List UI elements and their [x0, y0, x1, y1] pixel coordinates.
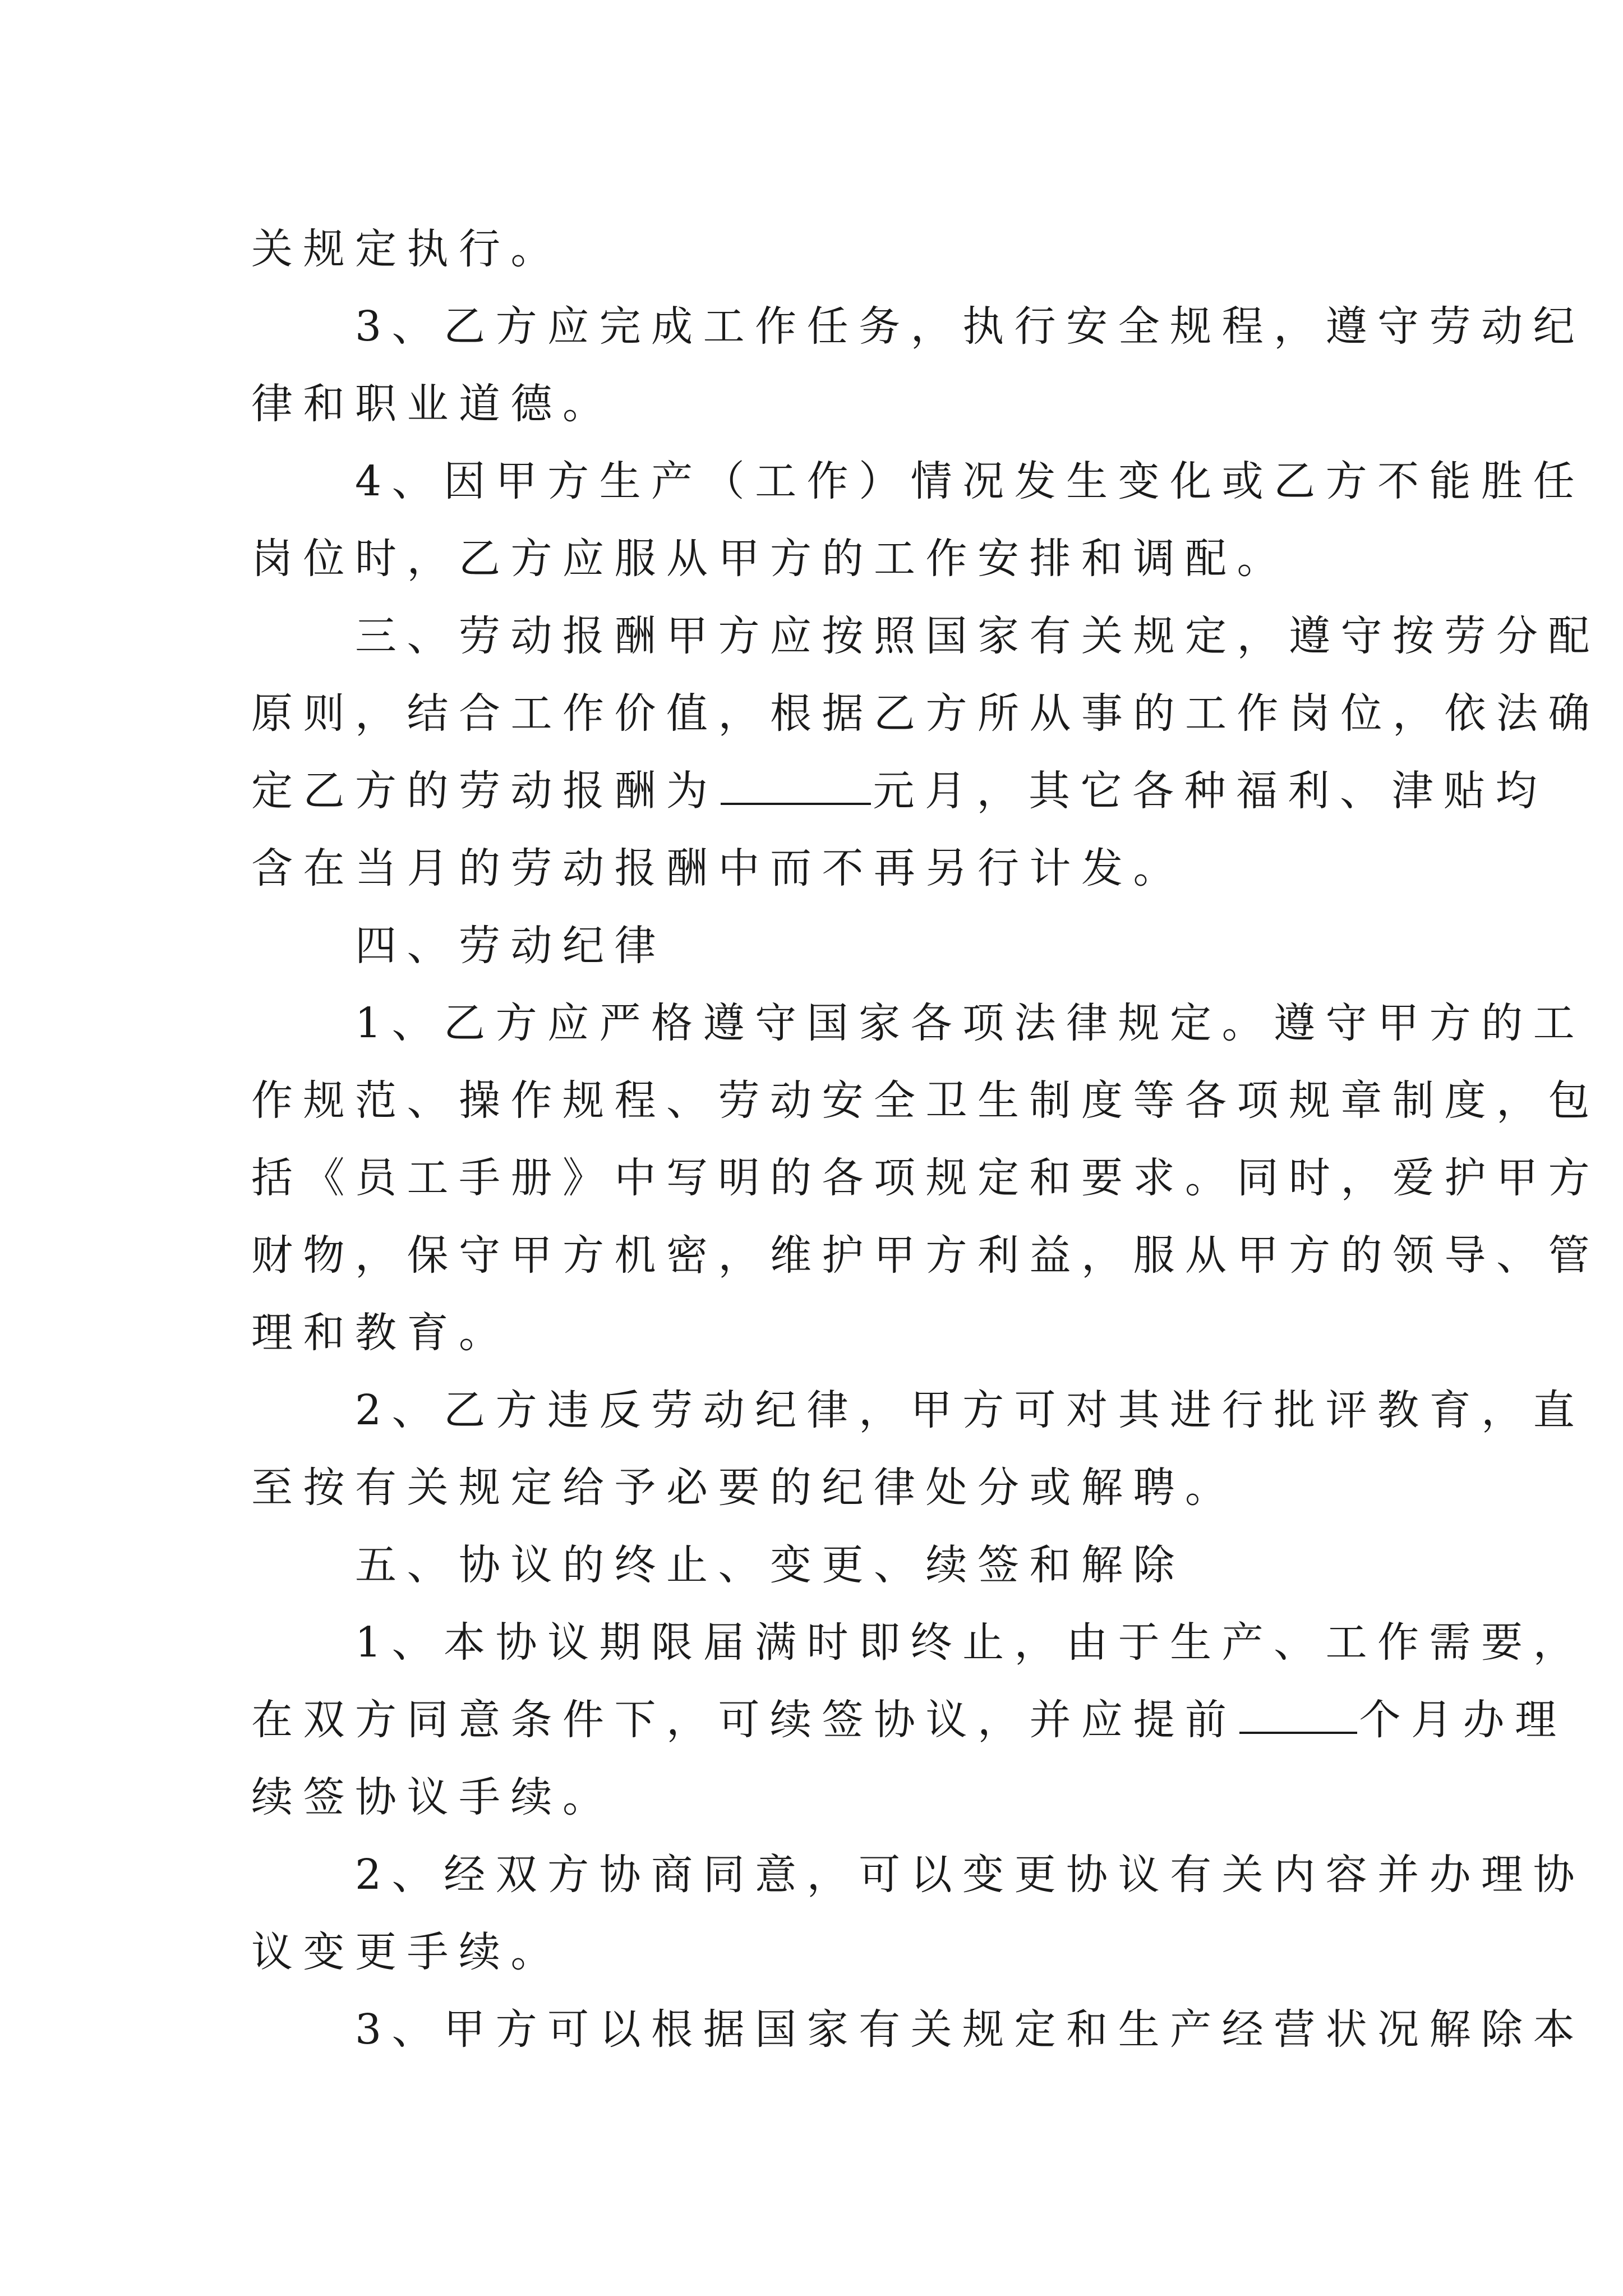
text-line: 岗位时，乙方应服从甲方的工作安排和调配。: [251, 535, 1289, 583]
text-line: 财物，保守甲方机密，维护甲方利益，服从甲方的领导、管: [251, 1231, 1600, 1280]
text-line: 括《员工手册》中写明的各项规定和要求。同时，爱护甲方: [251, 1154, 1600, 1202]
text-line: 议变更手续。: [251, 1928, 562, 1976]
text-line: 3、乙方应完成工作任务，执行安全规程，遵守劳动纪: [355, 302, 1585, 351]
text-line: 1、本协议期限届满时即终止，由于生产、工作需要，: [355, 1618, 1585, 1667]
text-segment: 定乙方的劳动报酬为: [251, 767, 718, 815]
text-line: 2、乙方违反劳动纪律，甲方可对其进行批评教育，直: [355, 1386, 1585, 1434]
text-line-with-blank: [251, 1681, 1567, 1759]
text-segment: 在双方同意条件下，可续签协议，并应提前: [251, 1696, 1237, 1744]
text-line: 续签协议手续。: [251, 1773, 615, 1821]
text-segment: 元月，其它各种福利、津贴均: [873, 767, 1547, 815]
text-line: 三、劳动报酬甲方应按照国家有关规定，遵守按劳分配: [355, 612, 1600, 660]
document-page: [251, 210, 1600, 2068]
text-line: 作规范、操作规程、劳动安全卫生制度等各项规章制度，包: [251, 1076, 1600, 1125]
text-segment: 个月办理: [1359, 1696, 1567, 1744]
text-line: 关规定执行。: [251, 225, 562, 273]
salary-blank: [721, 761, 871, 805]
text-line: 3、甲方可以根据国家有关规定和生产经营状况解除本: [355, 2005, 1585, 2054]
months-blank: [1239, 1690, 1357, 1734]
text-line: 原则，结合工作价值，根据乙方所从事的工作岗位，依法确: [251, 689, 1600, 738]
text-line: 至按有关规定给予必要的纪律处分或解聘。: [251, 1464, 1237, 1512]
section-heading: 四、劳动纪律: [355, 922, 666, 970]
text-line: 含在当月的劳动报酬中而不再另行计发。: [251, 844, 1185, 892]
text-line: 4、因甲方生产（工作）情况发生变化或乙方不能胜任: [355, 457, 1585, 505]
section-heading: 五、协议的终止、变更、续签和解除: [355, 1541, 1185, 1589]
text-line: 律和职业道德。: [251, 380, 615, 428]
text-line: 理和教育。: [251, 1309, 511, 1357]
text-line: 2、经双方协商同意，可以变更协议有关内容并办理协: [355, 1851, 1585, 1899]
text-line: 1、乙方应严格遵守国家各项法律规定。遵守甲方的工: [355, 999, 1585, 1047]
text-line-with-blank: [251, 752, 1547, 830]
